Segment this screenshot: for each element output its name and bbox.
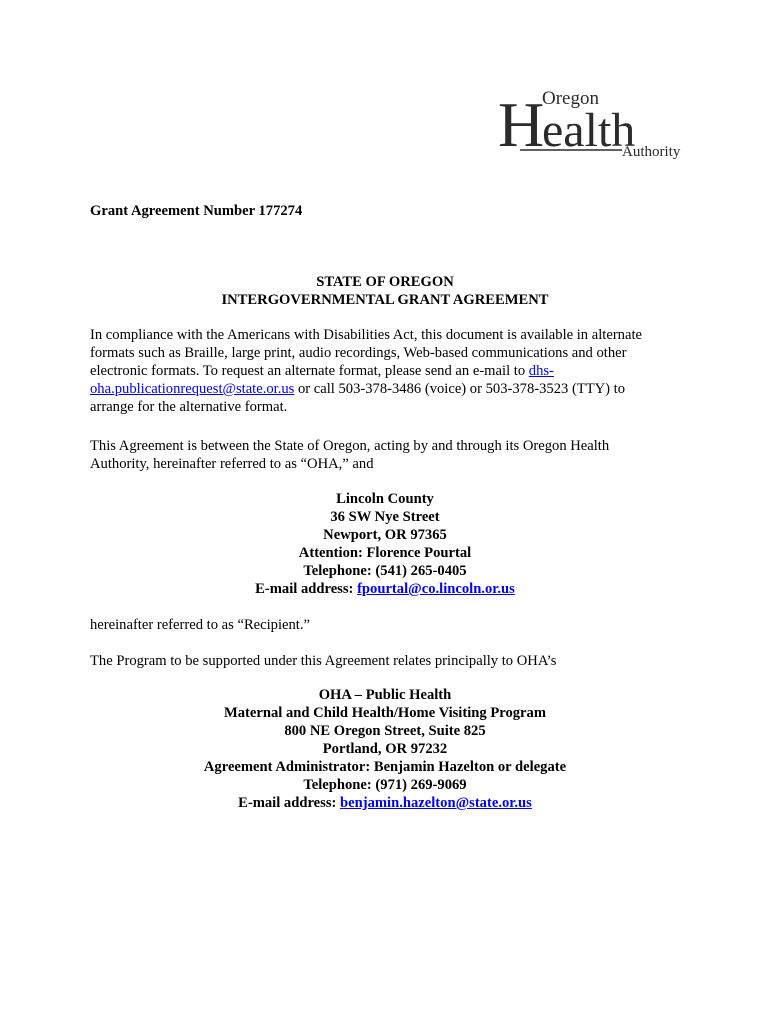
- ada-line-4: [90, 380, 680, 398]
- ada-line-4-text: or call 503-378-3486 (voice) or 503-378-3523 (TTY) to: [294, 381, 626, 397]
- title-line-2: INTERGOVERNMENTAL GRANT AGREEMENT: [221, 292, 549, 308]
- agreement-line-2: Authority, hereinafter referred to as “OHA,” and: [90, 456, 374, 472]
- publication-request-email-link-part-1[interactable]: dhs-: [528, 363, 554, 379]
- ada-line-1: In compliance with the Americans with Disabilities Act, this document is available in alternate: [90, 327, 642, 343]
- recipient-email-line: [90, 580, 680, 598]
- logo-word-bottom: Authority: [622, 144, 681, 160]
- ada-line-3: [90, 362, 680, 380]
- recipient-city: Newport, OR 97365: [323, 527, 447, 543]
- program-intro: The Program to be supported under this Agreement relates principally to OHA’s: [90, 653, 557, 669]
- recipient-name: Lincoln County: [336, 491, 434, 507]
- recipient-definition: hereinafter referred to as “Recipient.”: [90, 617, 310, 633]
- program-address-block: [90, 686, 680, 812]
- ada-line-2: formats such as Braille, large print, audio recordings, Web-based communications and other: [90, 345, 627, 361]
- recipient-attention: Attention: Florence Pourtal: [298, 545, 472, 561]
- recipient-email-link[interactable]: fpourtal@co.lincoln.or.us: [357, 581, 515, 597]
- program-line-1: OHA – Public Health: [318, 687, 452, 703]
- document-title: [90, 273, 680, 309]
- program-email-label: E-mail address:: [238, 795, 341, 811]
- program-line-2: Maternal and Child Health/Home Visiting Program: [223, 705, 546, 721]
- recipient-telephone: Telephone: (541) 265-0405: [303, 563, 467, 579]
- logo-h-letter: H: [498, 89, 545, 160]
- program-telephone: Telephone: (971) 269-9069: [303, 777, 467, 793]
- oregon-health-authority-logo: [498, 84, 683, 160]
- logo-word-main-rest: ealth: [542, 104, 636, 157]
- program-line-4: Portland, OR 97232: [322, 741, 448, 757]
- logo-word-top: Oregon: [542, 88, 599, 109]
- program-line-3: 800 NE Oregon Street, Suite 825: [284, 723, 486, 739]
- ada-paragraph: [90, 326, 680, 416]
- program-email-line: [90, 794, 680, 812]
- title-line-1: STATE OF OREGON: [316, 274, 454, 290]
- ada-line-3-text: electronic formats. To request an alternate format, please send an e-mail to: [90, 363, 529, 379]
- grant-agreement-number: Grant Agreement Number 177274: [90, 203, 303, 219]
- program-administrator: Agreement Administrator: Benjamin Hazelton or delegate: [203, 759, 567, 775]
- publication-request-email-link-part-2[interactable]: oha.publicationrequest@state.or.us: [90, 381, 295, 397]
- program-email-link[interactable]: benjamin.hazelton@state.or.us: [340, 795, 532, 811]
- recipient-address-block: [90, 490, 680, 598]
- recipient-email-label: E-mail address:: [255, 581, 358, 597]
- agreement-line-1: This Agreement is between the State of Oregon, acting by and through its Oregon Health: [90, 438, 610, 454]
- ada-line-5: arrange for the alternative format.: [90, 399, 288, 415]
- agreement-parties-paragraph: [90, 437, 680, 473]
- recipient-street: 36 SW Nye Street: [330, 509, 440, 525]
